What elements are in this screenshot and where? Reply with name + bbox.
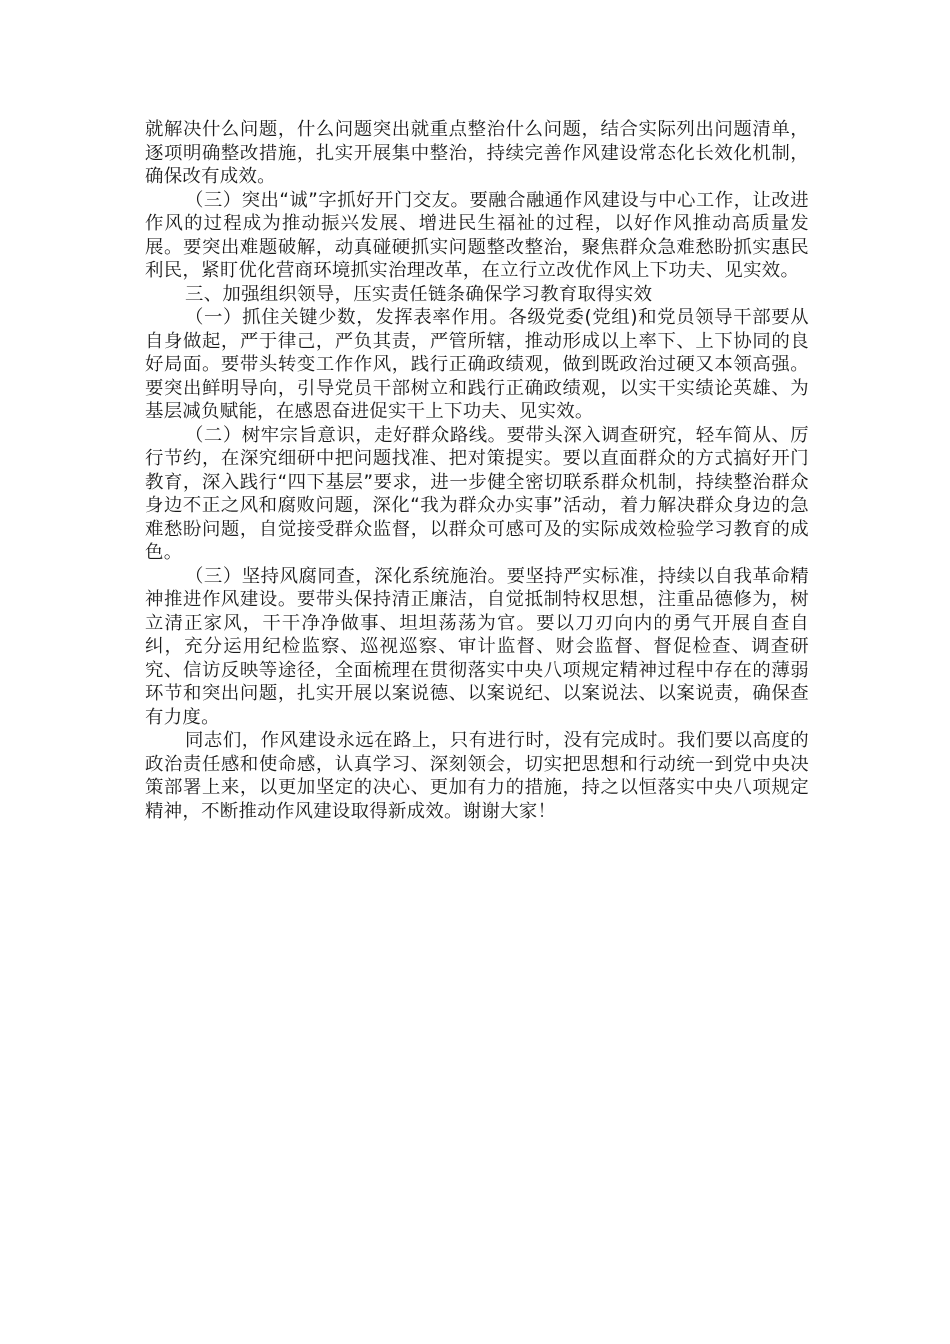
section-heading-3: 三、加强组织领导，压实责任链条确保学习教育取得实效 (185, 283, 653, 305)
paragraph-section-3-3: （三）坚持风腐同查，深化系统施治。要坚持严实标准，持续以自我革命精神推进作风建设。要带头保持清正廉洁，自觉抵制特权思想，注重品德修为，树立清正家风，干干净净做事、坦坦荡荡为官。要以刀刃向内的勇气开展自查自纠，充分运用纪检监察、巡视巡察、审计监督、财会监督、督促检查、调查研究、信访反映等途径，全面梳理在贯彻落实中央八项规定精神过程中存在的薄弱环节和突出问题，扎实开展以案说德、以案说纪、以案说法、以案说责，确保查有力度。 (145, 565, 809, 728)
closing-paragraph: 同志们，作风建设永远在路上，只有进行时，没有完成时。我们要以高度的政治责任感和使命感，认真学习、深刻领会，切实把思想和行动统一到党中央决策部署上来，以更加坚定的决心、更加有力的措施，持之以恒落实中央八项规定精神，不断推动作风建设取得新成效。谢谢大家！ (145, 730, 809, 822)
paragraph-section-2-3: （三）突出“诚”字抓好开门交友。要融合融通作风建设与中心工作，让改进作风的过程成为推动振兴发展、增进民生福祉的过程，以好作风推动高质量发展。要突出难题破解，动真碰硬抓实问题整改整治，聚焦群众急难愁盼抓实惠民利民，紧盯优化营商环境抓实治理改革，在立行立改优作风上下功夫、见实效。 (145, 189, 809, 281)
paragraph-section-3-1: （一）抓住关键少数，发挥表率作用。各级党委(党组)和党员领导干部要从自身做起，严于律己，严负其责，严管所辖，推动形成以上率下、上下协同的良好局面。要带头转变工作作风，践行正确政绩观，做到既政治过硬又本领高强。要突出鲜明导向，引导党员干部树立和践行正确政绩观，以实干实绩论英雄、为基层减负赋能，在感恩奋进促实干上下功夫、见实效。 (145, 307, 809, 422)
paragraph-section-3-2: （二）树牢宗旨意识，走好群众路线。要带头深入调查研究，轻车简从、厉行节约，在深究细研中把问题找准、把对策提实。要以直面群众的方式搞好开门教育，深入践行“四下基层”要求，进一步健全密切联系群众机制，持续整治群众身边不正之风和腐败问题，深化“我为群众办实事”活动，着力解决群众身边的急难愁盼问题，自觉接受群众监督，以群众可感可及的实际成效检验学习教育的成色。 (145, 424, 809, 563)
paragraph-1-continuation: 就解决什么问题，什么问题突出就重点整治什么问题，结合实际列出问题清单，逐项明确整改措施，扎实开展集中整治，持续完善作风建设常态化长效化机制，确保改有成效。 (145, 119, 809, 187)
document-page (145, 118, 809, 823)
